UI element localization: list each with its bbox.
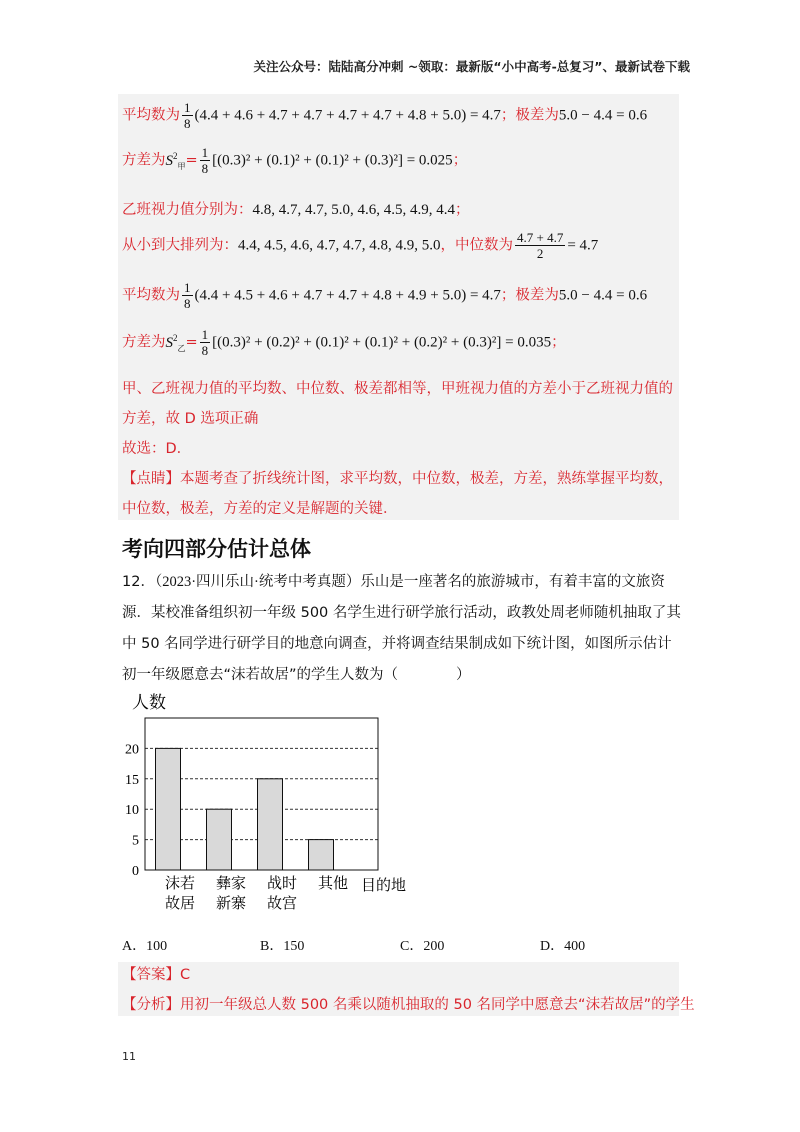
x-tick-label: 沫若 xyxy=(164,874,196,892)
values-list: 4.8, 4.7, 4.7, 5.0, 4.6, 4.5, 4.9, 4.4 xyxy=(252,202,455,218)
mean-label: 平均数为 xyxy=(122,107,180,124)
x-tick-label: 故宫 xyxy=(266,894,298,912)
mean-expression-b: (4.4 + 4.5 + 4.6 + 4.7 + 4.7 + 4.8 + 4.9 + 5.0) = 4.7 xyxy=(194,287,501,304)
bar xyxy=(156,748,181,870)
x-tick-label: 其他 xyxy=(317,874,349,892)
mean-expression: (4.4 + 4.6 + 4.7 + 4.7 + 4.7 + 4.7 + 4.8 + 5.0) = 4.7 xyxy=(194,107,501,124)
option-a[interactable]: A．100 xyxy=(122,939,168,954)
question-source: （2023·四川乐山·统考中考真题） xyxy=(154,574,361,590)
x-tick-label: 彝家 xyxy=(215,874,247,892)
variance-line-b: 方差为$S^2_乙=$ $\frac{1}{8}$ [(0.3)² + (0.2)² + (0.1)² + (0.1)² + (0.2)² + (0.3)²] = 0.035； xyxy=(122,327,566,358)
variance-line-a: 方差为$S^2_甲=$ $\frac{1}{8}$ [(0.3)² + (0.1)² + (0.1)² + (0.3)²] = 0.025； xyxy=(122,145,468,176)
bar xyxy=(258,779,283,870)
conclusion-text: 甲、乙班视力值的平均数、中位数、极差都相等，甲班视力值的方差小于乙班视力值的方差，故 D 选项正确 xyxy=(122,381,673,427)
analysis-line: 【分析】用初一年级总人数 500 名乘以随机抽取的 50 名同学中愿意去“沫若故居”的学生 xyxy=(122,997,695,1013)
x-tick-label: 战时 xyxy=(266,874,298,892)
variance-expression-b: [(0.3)² + (0.2)² + (0.1)² + (0.1)² + (0.2)² + (0.3)²] = 0.035 xyxy=(212,334,552,351)
question-body: 乐山是一座著名的旅游城市，有着丰富的文旅资源．某校准备组织初一年级 500 名学生进行研学旅行活动，政教处周老师随机抽取了其中 50 名同学进行研学目的地意向调查，并将调查结果制成如下统计图，如图所示估计初一年级愿意去“沫若故居”的学生人数为（ ） xyxy=(122,574,681,683)
x-tick-label: 故居 xyxy=(164,894,196,912)
mean-line-b: 平均数为 $\frac{1}{8}$ (4.4 + 4.5 + 4.6 + 4.7 + 4.7 + 4.8 + 4.9 + 5.0) = 4.7；极差为5.0 − 4.4 = 0.6 xyxy=(122,280,648,311)
choice-text: 故选：D． xyxy=(122,441,192,457)
variance-symbol: $S^2_甲$ xyxy=(165,150,186,171)
question-number: 12． xyxy=(122,574,155,590)
option-c[interactable]: C．200 xyxy=(400,939,445,954)
answer-line: 【答案】C xyxy=(122,967,191,983)
x-tick-label: 新寨 xyxy=(215,894,247,912)
values-line: 乙班视力值分别为：4.8, 4.7, 4.7, 5.0, 4.6, 4.5, 4.9, 4.4； xyxy=(122,202,470,218)
option-b[interactable]: B．150 xyxy=(260,939,305,954)
page-number: 11 xyxy=(122,1050,136,1063)
variance-expression: [(0.3)² + (0.1)² + (0.1)² + (0.3)²] = 0.025 xyxy=(212,152,453,169)
sorted-line: 从小到大排列为：4.4, 4.5, 4.6, 4.7, 4.7, 4.8, 4.9, 5.0，中位数为 $\frac{4.7 + 4.7}{2}$ = 4.7 xyxy=(122,230,599,261)
y-tick-label: 20 xyxy=(125,742,139,758)
y-tick-label: 5 xyxy=(132,833,139,849)
bar xyxy=(309,840,334,870)
fraction: $\frac{1}{8}$ xyxy=(184,100,191,131)
y-tick-label: 10 xyxy=(125,803,139,819)
bar-chart xyxy=(120,690,420,925)
bar xyxy=(207,809,232,870)
x-axis-label: 目的地 xyxy=(361,876,407,894)
section-heading: 考向四部分估计总体 xyxy=(122,537,311,561)
option-d[interactable]: D．400 xyxy=(540,939,586,954)
sorted-list: 4.4, 4.5, 4.6, 4.7, 4.7, 4.8, 4.9, 5.0 xyxy=(238,237,441,254)
comment-text: 【点睛】本题考查了折线统计图，求平均数，中位数，极差，方差，熟练掌握平均数，中位数，极差，方差的定义是解题的关键． xyxy=(122,471,673,517)
x-tick-labels xyxy=(165,874,348,912)
median-fraction: $\frac{4.7 + 4.7}{2}$ xyxy=(517,230,564,261)
y-tick-label: 0 xyxy=(132,864,139,879)
page-header: 关注公众号：陆陆高分冲刺 ~领取：最新版“小中高考-总复习”、最新试卷下载 xyxy=(253,59,690,74)
y-axis-label: 人数 xyxy=(132,693,166,713)
question-text xyxy=(122,567,682,691)
range-expression: 5.0 − 4.4 = 0.6 xyxy=(558,107,648,124)
y-tick-label: 15 xyxy=(125,772,139,788)
mean-line-a: 平均数为 $\frac{1}{8}$ (4.4 + 4.6 + 4.7 + 4.7 + 4.7 + 4.7 + 4.8 + 5.0) = 4.7；极差为5.0 − 4.4 = 0.6 xyxy=(122,100,648,131)
y-ticks xyxy=(125,742,139,879)
